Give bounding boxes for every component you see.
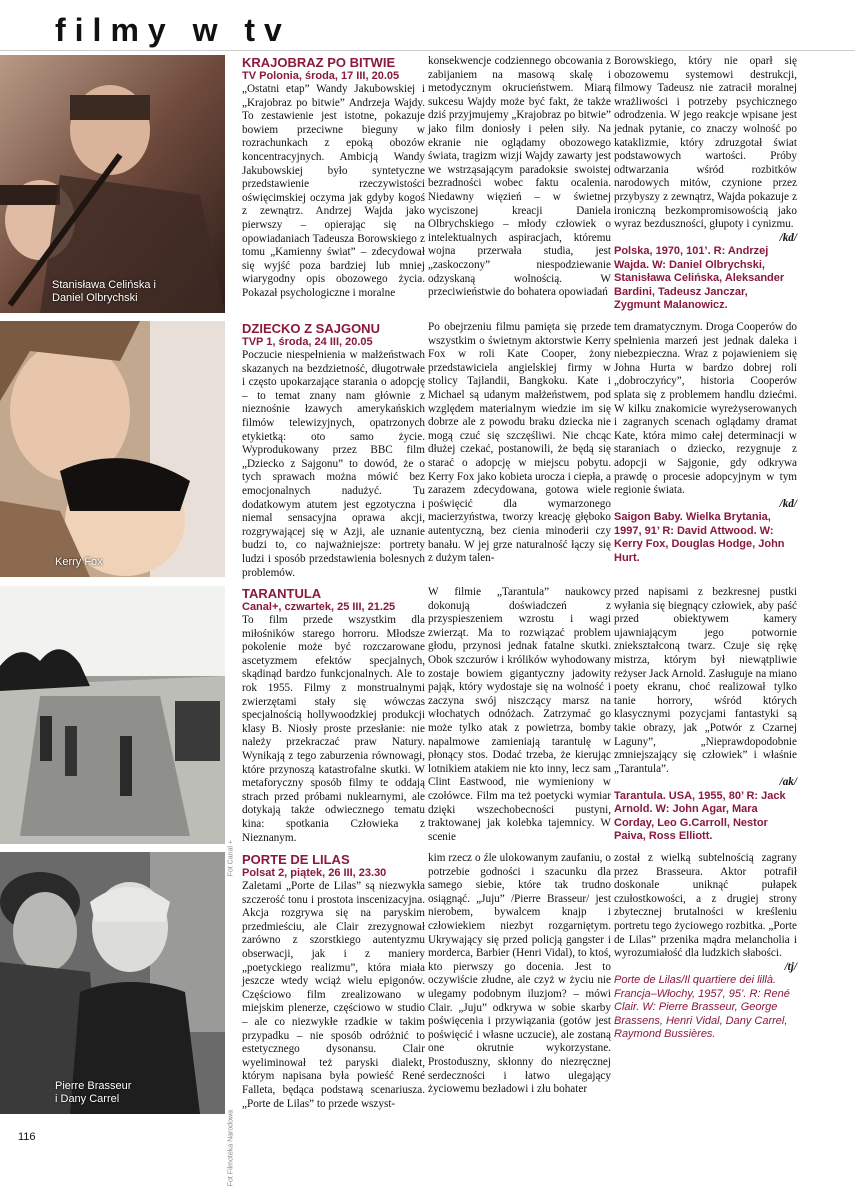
photo-caption [55,1080,131,1106]
review-text: „Ostatni etap” Wandy Jakubowskiej i „Krajobraz po bitwie” Andrzeja Wajdy. To zestawienie jest istotne, pokazuje bowiem przeciwne bieguny w rozrachunkach z epoką obozów koncentracyjnych. Ambicją Wandy Jakubowskiej było syntetyczne przedstawienie rzeczywistości oświęcimskiej oczyma jak gdyby kogoś z zewnątrz. Andrzej Wajda jako pierwszy – opierając się na opowiadaniach Tadeusza Borowskiego z tomu „Kamienny świat” – zdecydował się wyjść poza bardziej lub mniej wiarygodny opis obozowego życia. Pokazał psychologiczne i moralne [242,83,425,299]
photo-caption [55,556,103,569]
review-column-1 [242,321,425,583]
review-column-3 [614,55,797,317]
film-credits: Saigon Baby. Wielka Brytania, 1997, 91’ R: David Attwood. W: Kerry Fox, Douglas Hodge, John Hurt. [614,511,785,564]
review-column-1 [242,55,425,317]
photo-tarantula [0,586,234,877]
review-column-3 [614,586,797,848]
section-header: filmy w tv [55,12,291,48]
author-signature: /kd/ [779,231,797,244]
review-krajobraz [0,55,855,317]
photo-krajobraz [0,55,225,313]
page-number: 116 [18,1131,36,1143]
caption-line-2: Daniel Olbrychski [52,292,138,304]
film-title: KRAJOBRAZ PO BITWIE [242,55,396,70]
review-text: To film przede wszystkim dla miłośników starego horroru. Młodsze pokolenie może być rozczarowane ascetyzmem efektów specjalnych, skądinąd bardzo funkcjonalnych. Ale to rok 1955. Filmy z monstrualnymi zwierzętami stały się wówczas specjalnością hollywoodzkiej produkcji klasy B. Niosły proste przesłanie: nie należy przekraczać praw Natury. Wynikają z tego zaburzenia równowagi, które przynoszą katastrofalne skutki. W metaforyczny sposób filmy te oddają strach przed próbami nuklearnymi, ale dotykają także odwiecznego tematu kina: spotkania Człowieka z Nieznanym. [242,614,425,844]
caption-line-2: i Dany Carrel [55,1093,120,1105]
review-text: Po obejrzeniu filmu pamięta się przede wszystkim o świetnym aktorstwie Kerry Fox w roli Kate Cooper, żony przedstawiciela angielskiej firmy w stolicy Tajlandii, Bangkoku. Kate i Michael są udanym małżeństwem, pod względem materialnym wiedzie im się dobrze ale z powodu braku dziecka nie mogą czuć się szczęśliwi. Nie chcąc dłużej czekać, postanowili, że będą się starać o adopcję w miejscu pobytu. Kerry Fox jako kobieta urocza i ciepła, a zarazem zdecydowana, gotowa wiele poświęcić dla wymarzonego macierzyństwa, tworzy kreację głęboko autentyczną, bez cienia minoderii czy banału. W jej grze naturalność łączy się z dużym talen- [428,321,611,565]
review-column-1 [242,586,425,848]
review-text: Borowskiego, który nie oparł się obozowemu systemowi destrukcji, filmowy Tadeusz nie zatracił moralnej wrażliwości i potrzeby psychicznego odrodzenia. W jego reakcje wpisane jest jednak pytanie, co znaczy wolność po kataklizmie, który zdruzgotał świat podstawowych wartości. Próby odtwarzania wśród rozbitków narodowych mitów, czynione przez przybyszy z zewnątrz, Wajda pokazuje z ironiczną bezkompromisowością jako wyraz bezduszności, głupoty i cynizmu. [614,55,797,231]
review-column-2 [428,586,611,848]
review-text: kim rzecz o źle ulokowanym zaufaniu, o potrzebie godności i szacunku dla samego siebie, które tak trudno osiągnąć. „Juju” /Pierre Brasseur/ jest nierobem, bywalcem knajp i człowiekiem niezbyt rozgarniętym. Ukrywający się przed policją gangster i morderca, Barbier (Henri Vidal), to ktoś, kto pierwszy go docenia. Jest to oczywiście złudne, ale czyż w życiu nie ulegamy podobnym iluzjom? – mówi Clair. „Juju” odkrywa w sobie skarby poświęcenia i przywiązania (gotów jest poświęcić i własne uczucie), ale zostaną one okrutnie wykorzystane. Prostoduszny, skłonny do niezręcznej serdeczności i łatwo ulegający życiowemu bezładowi i złu bohater [428,852,611,1096]
author-signature: /tj/ [784,960,797,973]
photo-credit: Fot Canal + [227,840,234,877]
caption-line-1: Stanisława Celińska i [52,279,156,291]
review-text: konsekwencje codziennego obcowania z zabijaniem na masową skalę i metodycznym okrucieństwem. Miarą sukcesu Wajdy może być fakt, że także dziś przyjmujemy „Krajobraz po bitwie” jako film doniosły i pełen siły. Na ekranie nie oglądamy obozowego świata, tragizm wizji Wajdy zawarty jest we wstrząsającym paradoksie swoistej bezradności wobec faktu ocalenia. Niedawny więzień – w świetnej wyciszonej kreacji Daniela Olbrychskiego – młody człowiek o intelektualnych aspiracjach, któremu wojna przerwała studia, jest „zaskoczony” niespodziewanie odzyskaną wolnością. W przeciwieństwie do bohatera opowiadań [428,55,611,299]
review-text: W filmie „Tarantula” naukowcy dokonują doświadczeń z przyspieszeniem wzrostu i wagi zwierząt. Ma to rozwiązać problem głodu, przynosi jednak fatalne skutki. Obok szczurów i królików wyhodowany zostaje bowiem gigantyczny jadowity pająk, który wydostaje się na wolność i zaczyna swój niszczący marsz na włochatych odnóżach. Zatrzymać go może tylko atak z powietrza, bomby napalmowe zamieniają tarantulę w płonący stos. Dodać trzeba, że kierując lotnikiem atakiem nie kto inny, lecz sam Clint Eastwood, nie wymieniony w czołówce. Film ma też poetycki wymiar dzięki wszechobecności pustyni, traktowanej jak kolebka tajemnicy. W scenie [428,586,611,843]
review-dziecko-z-sajgonu [0,321,855,583]
review-column-3 [614,321,797,583]
film-title: DZIECKO Z SAJGONU [242,321,380,336]
photo-dziecko [0,321,225,577]
review-text: tem dramatycznym. Droga Cooperów do spełnienia marzeń jest jednak daleka i niebezpieczna. Wraz z pojawieniem się Johna Hurta w bardzo dobrej roli „dobroczyńcy”, historia Cooperów splata się z problemem handlu dziećmi. W kilku znakomicie wyreżyserowanych i zagranych scenach oglądamy dramat Kate, która mimo całej determinacji w staraniach o dziecko, rezygnuje z adopcji w Sajgonie, gdy odkrywa prawdę o procesie adopcyjnym w tym regionie świata. [614,321,797,497]
review-column-3 [614,852,797,1122]
film-credits: Porte de Lilas/Il quartiere dei lillà. Francja–Włochy, 1957, 95’. R: René Clair. W: Pierre Brasseur, George Brassens, Henri Vidal, Dany Carrel, Raymond Bussières. [614,974,790,1041]
film-title: TARANTULA [242,586,322,601]
review-column-1 [242,852,425,1122]
review-column-2 [428,321,611,583]
author-signature: /ak/ [779,776,797,789]
photo-caption [52,279,156,305]
caption-line-1: Pierre Brasseur [55,1080,132,1092]
caption-line-1: Kerry Fox [55,556,103,568]
film-credits: Tarantula. USA, 1955, 80’ R: Jack Arnold. W: John Agar, Mara Corday, Leo G.Carroll, Nestor Paiva, Ross Elliott. [614,789,786,843]
photo-krajobraz-image [0,55,225,313]
photo-credit: Fot Filmoteka Narodowa [227,1110,234,1186]
author-signature: /kd/ [779,497,797,510]
review-text: został z wielką subtelnością zagrany przez Brasseura. Aktor potrafił doskonale uniknąć pułapek czułostkowości, a z drugiej strony zbytecznej brutalności w kreśleniu portretu tego życiowego rozbitka. „Porte de Lilas” przenika mądra melancholia i wyrozumiałość dla ludzkich słabości. [614,852,797,960]
review-text: przed napisami z bezkresnej pustki wyłania się biegnący człowiek, aby paść przed obiektywem kamery ujawniającym jego potwornie zniekształconą twarz. Czuje się rękę mistrza, którym był niewątpliwie reżyser Jack Arnold. Zasługuje na miano poety ekranu, choć realizował tylko tanie horrory, wśród których klasycznymi pozycjami fantastyki są takie obrazy, jak „Potwór z Czarnej Laguny”, „Nieprawdopodobnie zmniejszający się człowiek” i właśnie „Tarantula”. [614,586,797,775]
review-text: Poczucie niespełnienia w małżeństwach skazanych na bezdzietność, długotrwałe i często upokarzające starania o adopcję – to temat znany nam głównie z nieznośnie łzawych amerykańskich filmów telewizyjnych, opatrzonych etykietką: oto samo życie. Wyprodukowany przez BBC film „Dziecko z Sajgonu” to dowód, że o tych sprawach można mówić bez emocjonalnych nadużyć. Tu dodatkowym atutem jest egzotyczna i niemal sensacyjna oprawa akcji, rozgrywającej się w Azji, ale uznanie budzi to, co najważniejsze: portrety ludzi i sposób przedstawienia bolesnych problemów. [242,349,425,579]
photo-dziecko-image [0,321,225,577]
film-title: PORTE DE LILAS [242,852,350,867]
review-column-2 [428,55,611,317]
film-credits: Polska, 1970, 101’. R: Andrzej Wajda. W: Daniel Olbrychski, Stanisława Celińska, Aleksander Bardini, Tadeusz Janczar, Zygmunt Malanowicz. [614,245,785,312]
review-column-2 [428,852,611,1122]
photo-porte-de-lilas-image [0,852,225,1114]
review-text: Zaletami „Porte de Lilas” są niezwykła szczerość tonu i prostota inscenizacyjna. Akcja rozgrywa się na paryskim przedmieściu, ale Clair zrezygnował zarówno z szorstkiego autentyzmu obserwacji, jak i z maniery „poetyckiego realizmu”, która miała jeszcze wtedy wciąż wielu epigonów. Częściowo film zrealizowano w miejskim plenerze, częściowo w studio – ale co niezwykłe rzadkie w takim przypadku – nie sposób odróżnić to estetycznego dysonansu. Clair wyeliminował też paryski dialekt, którym napisana była powieść René Falleta, będąca podstawą scenariusza. „Porte de Lilas” to przede wszyst- [242,880,425,1110]
broadcast-info: TV Polonia, środa, 17 III, 20.05 [242,70,400,82]
broadcast-info: Canal+, czwartek, 25 III, 21.25 [242,601,396,613]
broadcast-info: Polsat 2, piątek, 26 III, 23.30 [242,867,387,879]
photo-tarantula-image [0,586,225,844]
header-divider [0,50,855,51]
broadcast-info: TVP 1, środa, 24 III, 20.05 [242,336,373,348]
